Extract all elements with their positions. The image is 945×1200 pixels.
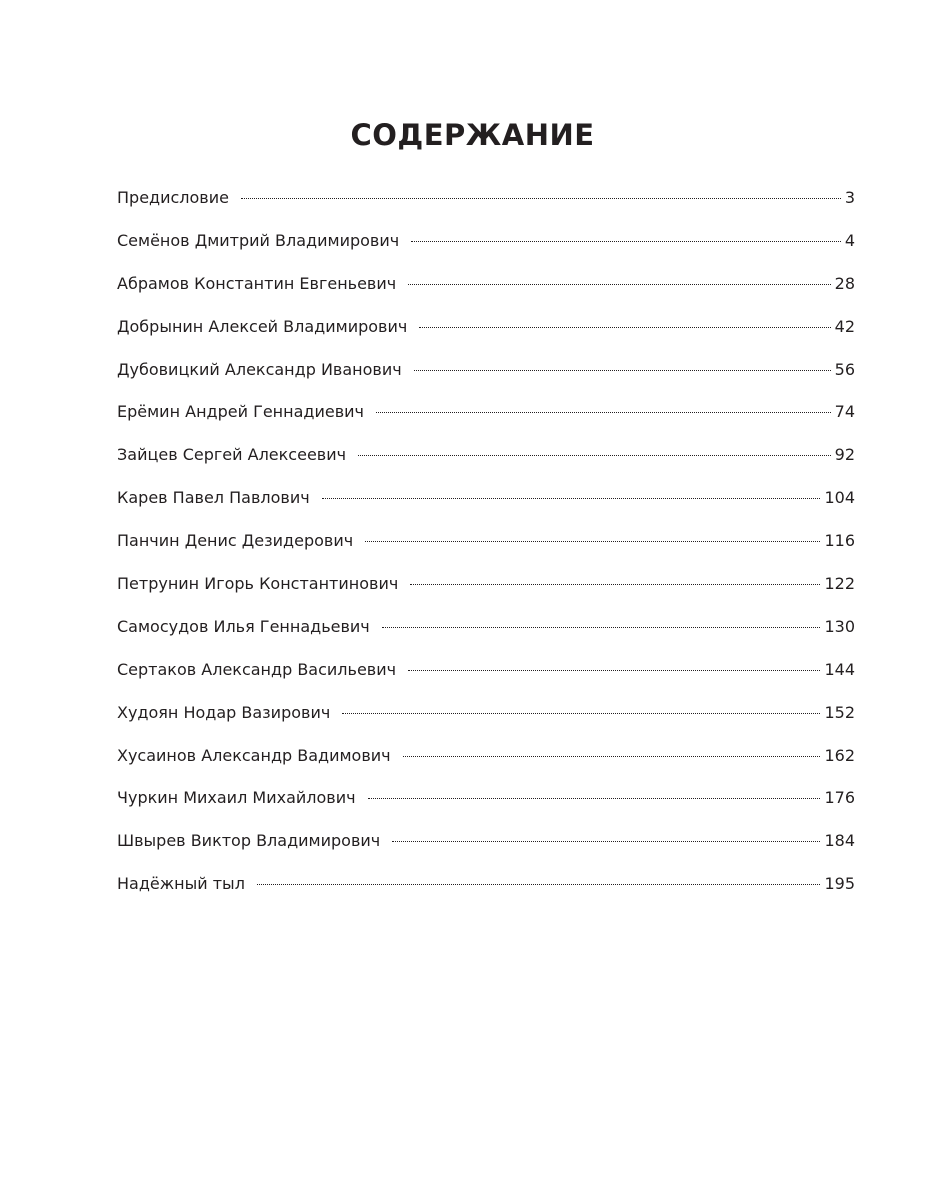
toc-entry-title: Карев Павел Павлович <box>117 488 310 508</box>
toc-entry[interactable] <box>117 528 855 571</box>
dot-leader <box>368 798 821 799</box>
toc-entry-title: Панчин Денис Дезидерович <box>117 531 354 551</box>
toc-entry-title: Зайцев Сергей Алексеевич <box>117 445 347 465</box>
dot-leader <box>257 884 821 885</box>
dot-leader <box>414 370 831 371</box>
dot-leader <box>382 627 821 628</box>
toc-entry[interactable] <box>117 357 855 400</box>
toc-entry-page: 122 <box>824 574 855 594</box>
toc-entry-page: 28 <box>834 273 855 293</box>
toc-entry-page: 152 <box>824 702 855 722</box>
dot-leader <box>419 327 830 328</box>
toc-entry-title: Предисловие <box>117 188 229 207</box>
toc-entry-title: Швырев Виктор Владимирович <box>117 831 381 851</box>
toc-entry[interactable] <box>117 785 855 828</box>
dot-leader <box>365 541 820 542</box>
toc-entry-page: 130 <box>824 616 855 636</box>
toc-entry[interactable] <box>117 871 855 914</box>
dot-leader <box>241 198 841 199</box>
toc-entry-page: 184 <box>824 831 855 851</box>
toc-entry-page: 56 <box>834 359 855 379</box>
toc-entry-page: 195 <box>824 874 855 894</box>
toc-entry[interactable] <box>117 399 855 442</box>
toc-entry-title: Худоян Нодар Вазирович <box>117 702 331 722</box>
table-of-contents <box>117 185 855 914</box>
toc-entry[interactable] <box>117 828 855 871</box>
toc-entry-page: 176 <box>824 788 855 808</box>
toc-entry[interactable] <box>117 700 855 743</box>
toc-entry[interactable] <box>117 228 855 271</box>
toc-entry-title: Абрамов Константин Евгеньевич <box>117 273 397 293</box>
toc-entry[interactable] <box>117 657 855 700</box>
dot-leader <box>358 455 831 456</box>
toc-entry[interactable] <box>117 185 855 228</box>
dot-leader <box>376 412 831 413</box>
toc-entry-page: 3 <box>844 188 855 207</box>
toc-entry-title: Добрынин Алексей Владимирович <box>117 316 408 336</box>
toc-entry-page: 92 <box>834 445 855 465</box>
toc-entry-page: 144 <box>824 659 855 679</box>
toc-entry-page: 74 <box>834 402 855 422</box>
toc-entry[interactable] <box>117 743 855 786</box>
toc-entry-title: Дубовицкий Александр Иванович <box>117 359 402 379</box>
dot-leader <box>342 713 820 714</box>
toc-entry-title: Чуркин Михаил Михайлович <box>117 788 356 808</box>
toc-entry[interactable] <box>117 442 855 485</box>
toc-entry[interactable] <box>117 271 855 314</box>
dot-leader <box>408 284 830 285</box>
dot-leader <box>410 584 820 585</box>
dot-leader <box>392 841 820 842</box>
dot-leader <box>411 241 841 242</box>
toc-entry[interactable] <box>117 314 855 357</box>
toc-entry[interactable] <box>117 614 855 657</box>
toc-entry-title: Семёнов Дмитрий Владимирович <box>117 230 400 250</box>
toc-entry[interactable] <box>117 485 855 528</box>
toc-entry-page: 42 <box>834 316 855 336</box>
toc-entry-page: 4 <box>844 230 855 250</box>
toc-entry-title: Ерёмин Андрей Геннадиевич <box>117 402 364 422</box>
dot-leader <box>408 670 820 671</box>
toc-entry-title: Надёжный тыл <box>117 874 245 894</box>
page-title: СОДЕРЖАНИЕ <box>350 118 595 152</box>
toc-entry-page: 116 <box>824 531 855 551</box>
toc-entry[interactable] <box>117 571 855 614</box>
dot-leader <box>403 756 821 757</box>
toc-entry-page: 104 <box>824 488 855 508</box>
toc-entry-title: Самосудов Илья Геннадьевич <box>117 616 370 636</box>
toc-entry-title: Петрунин Игорь Константинович <box>117 574 399 594</box>
toc-entry-title: Сертаков Александр Васильевич <box>117 659 397 679</box>
dot-leader <box>322 498 821 499</box>
toc-entry-title: Хусаинов Александр Вадимович <box>117 745 391 765</box>
toc-entry-page: 162 <box>824 745 855 765</box>
